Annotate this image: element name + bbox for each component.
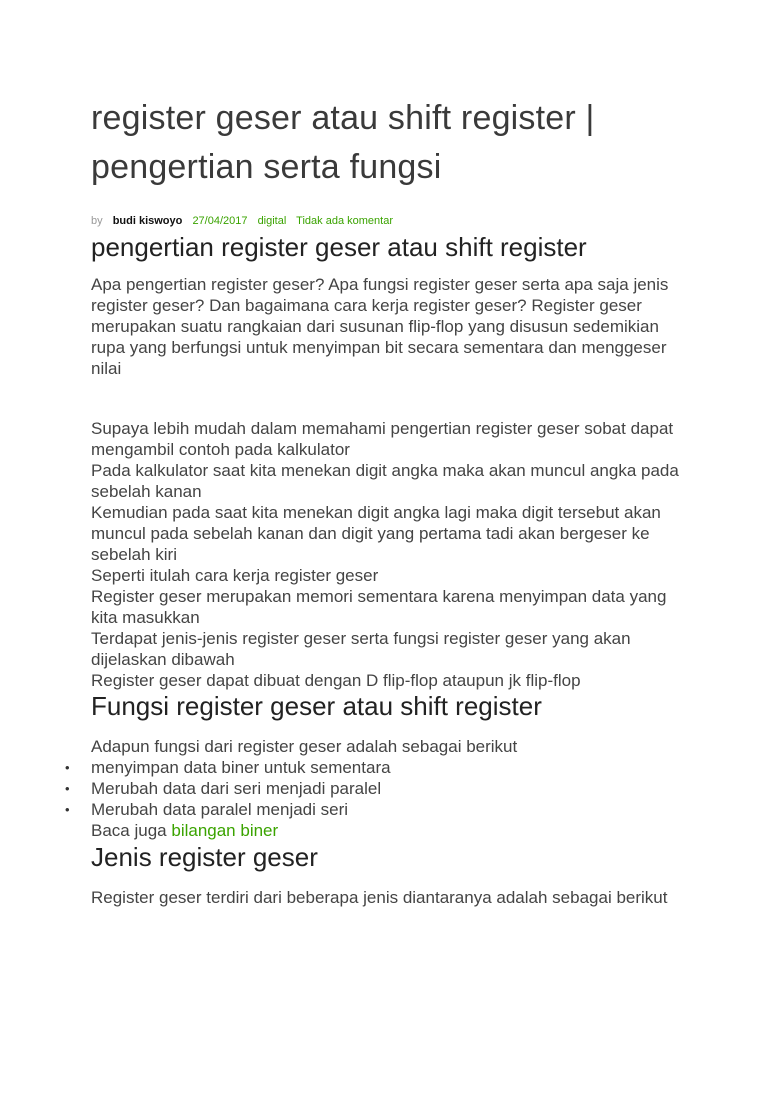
- bullet-icon: •: [65, 781, 70, 796]
- jenis-paragraph: Register geser terdiri dari beberapa jenis diantaranya adalah sebagai berikut: [91, 888, 668, 907]
- read-also-label: Baca juga: [91, 821, 167, 840]
- comments-link[interactable]: Tidak ada komentar: [296, 215, 393, 227]
- paragraph-intro: Apa pengertian register geser? Apa fungsi register geser serta apa saja jenis register geser? Dan bagaimana cara kerja register geser? Register geser merupakan suatu rangkaian dari susunan flip-flop yang disusun sedemikian rupa yang berfungsi untuk menyimpan bit secara sementara dan menggeser nilai: [91, 275, 669, 378]
- read-also: [91, 820, 691, 841]
- section-heading-pengertian: pengertian register geser atau shift register: [91, 232, 587, 262]
- author-link[interactable]: budi kiswoyo: [112, 215, 183, 227]
- text-line: Pada kalkulator saat kita menekan digit angka maka akan muncul angka pada sebelah kanan: [91, 461, 679, 501]
- read-also-link[interactable]: bilangan biner: [171, 821, 279, 840]
- list-item: • Merubah data dari seri menjadi paralel: [65, 779, 382, 798]
- page-title: register geser atau shift register | pengertian serta fungsi: [91, 99, 595, 186]
- post-meta: [91, 214, 691, 228]
- text-line: Seperti itulah cara kerja register geser: [91, 566, 379, 585]
- fungsi-list: [65, 757, 691, 820]
- text-line: Terdapat jenis-jenis register geser serta fungsi register geser yang akan dijelaskan dibawah: [91, 629, 631, 669]
- date-link[interactable]: 27/04/2017: [192, 215, 248, 227]
- bullet-icon: •: [65, 802, 70, 817]
- text-line: Supaya lebih mudah dalam memahami pengertian register geser sobat dapat mengambil contoh pada kalkulator: [91, 419, 674, 459]
- category-link[interactable]: digital: [257, 215, 287, 227]
- list-item: • Merubah data paralel menjadi seri: [65, 800, 349, 819]
- article: [0, 94, 691, 908]
- fungsi-intro: Adapun fungsi dari register geser adalah sebagai berikut: [91, 737, 518, 756]
- section-heading-fungsi: Fungsi register geser atau shift register: [91, 691, 542, 721]
- text-line: Kemudian pada saat kita menekan digit angka lagi maka digit tersebut akan muncul pada sebelah kanan dan digit yang pertama tadi akan bergeser ke sebelah kiri: [91, 503, 661, 564]
- text-line: Register geser merupakan memori sementara karena menyimpan data yang kita masukkan: [91, 587, 667, 627]
- bullet-icon: •: [65, 760, 70, 775]
- list-item: • menyimpan data biner untuk sementara: [65, 758, 391, 777]
- paragraph-explanation: [91, 418, 691, 691]
- section-heading-jenis: Jenis register geser: [91, 842, 318, 872]
- text-line: Register geser dapat dibuat dengan D flip-flop ataupun jk flip-flop: [91, 671, 581, 690]
- by-label: by: [91, 215, 103, 227]
